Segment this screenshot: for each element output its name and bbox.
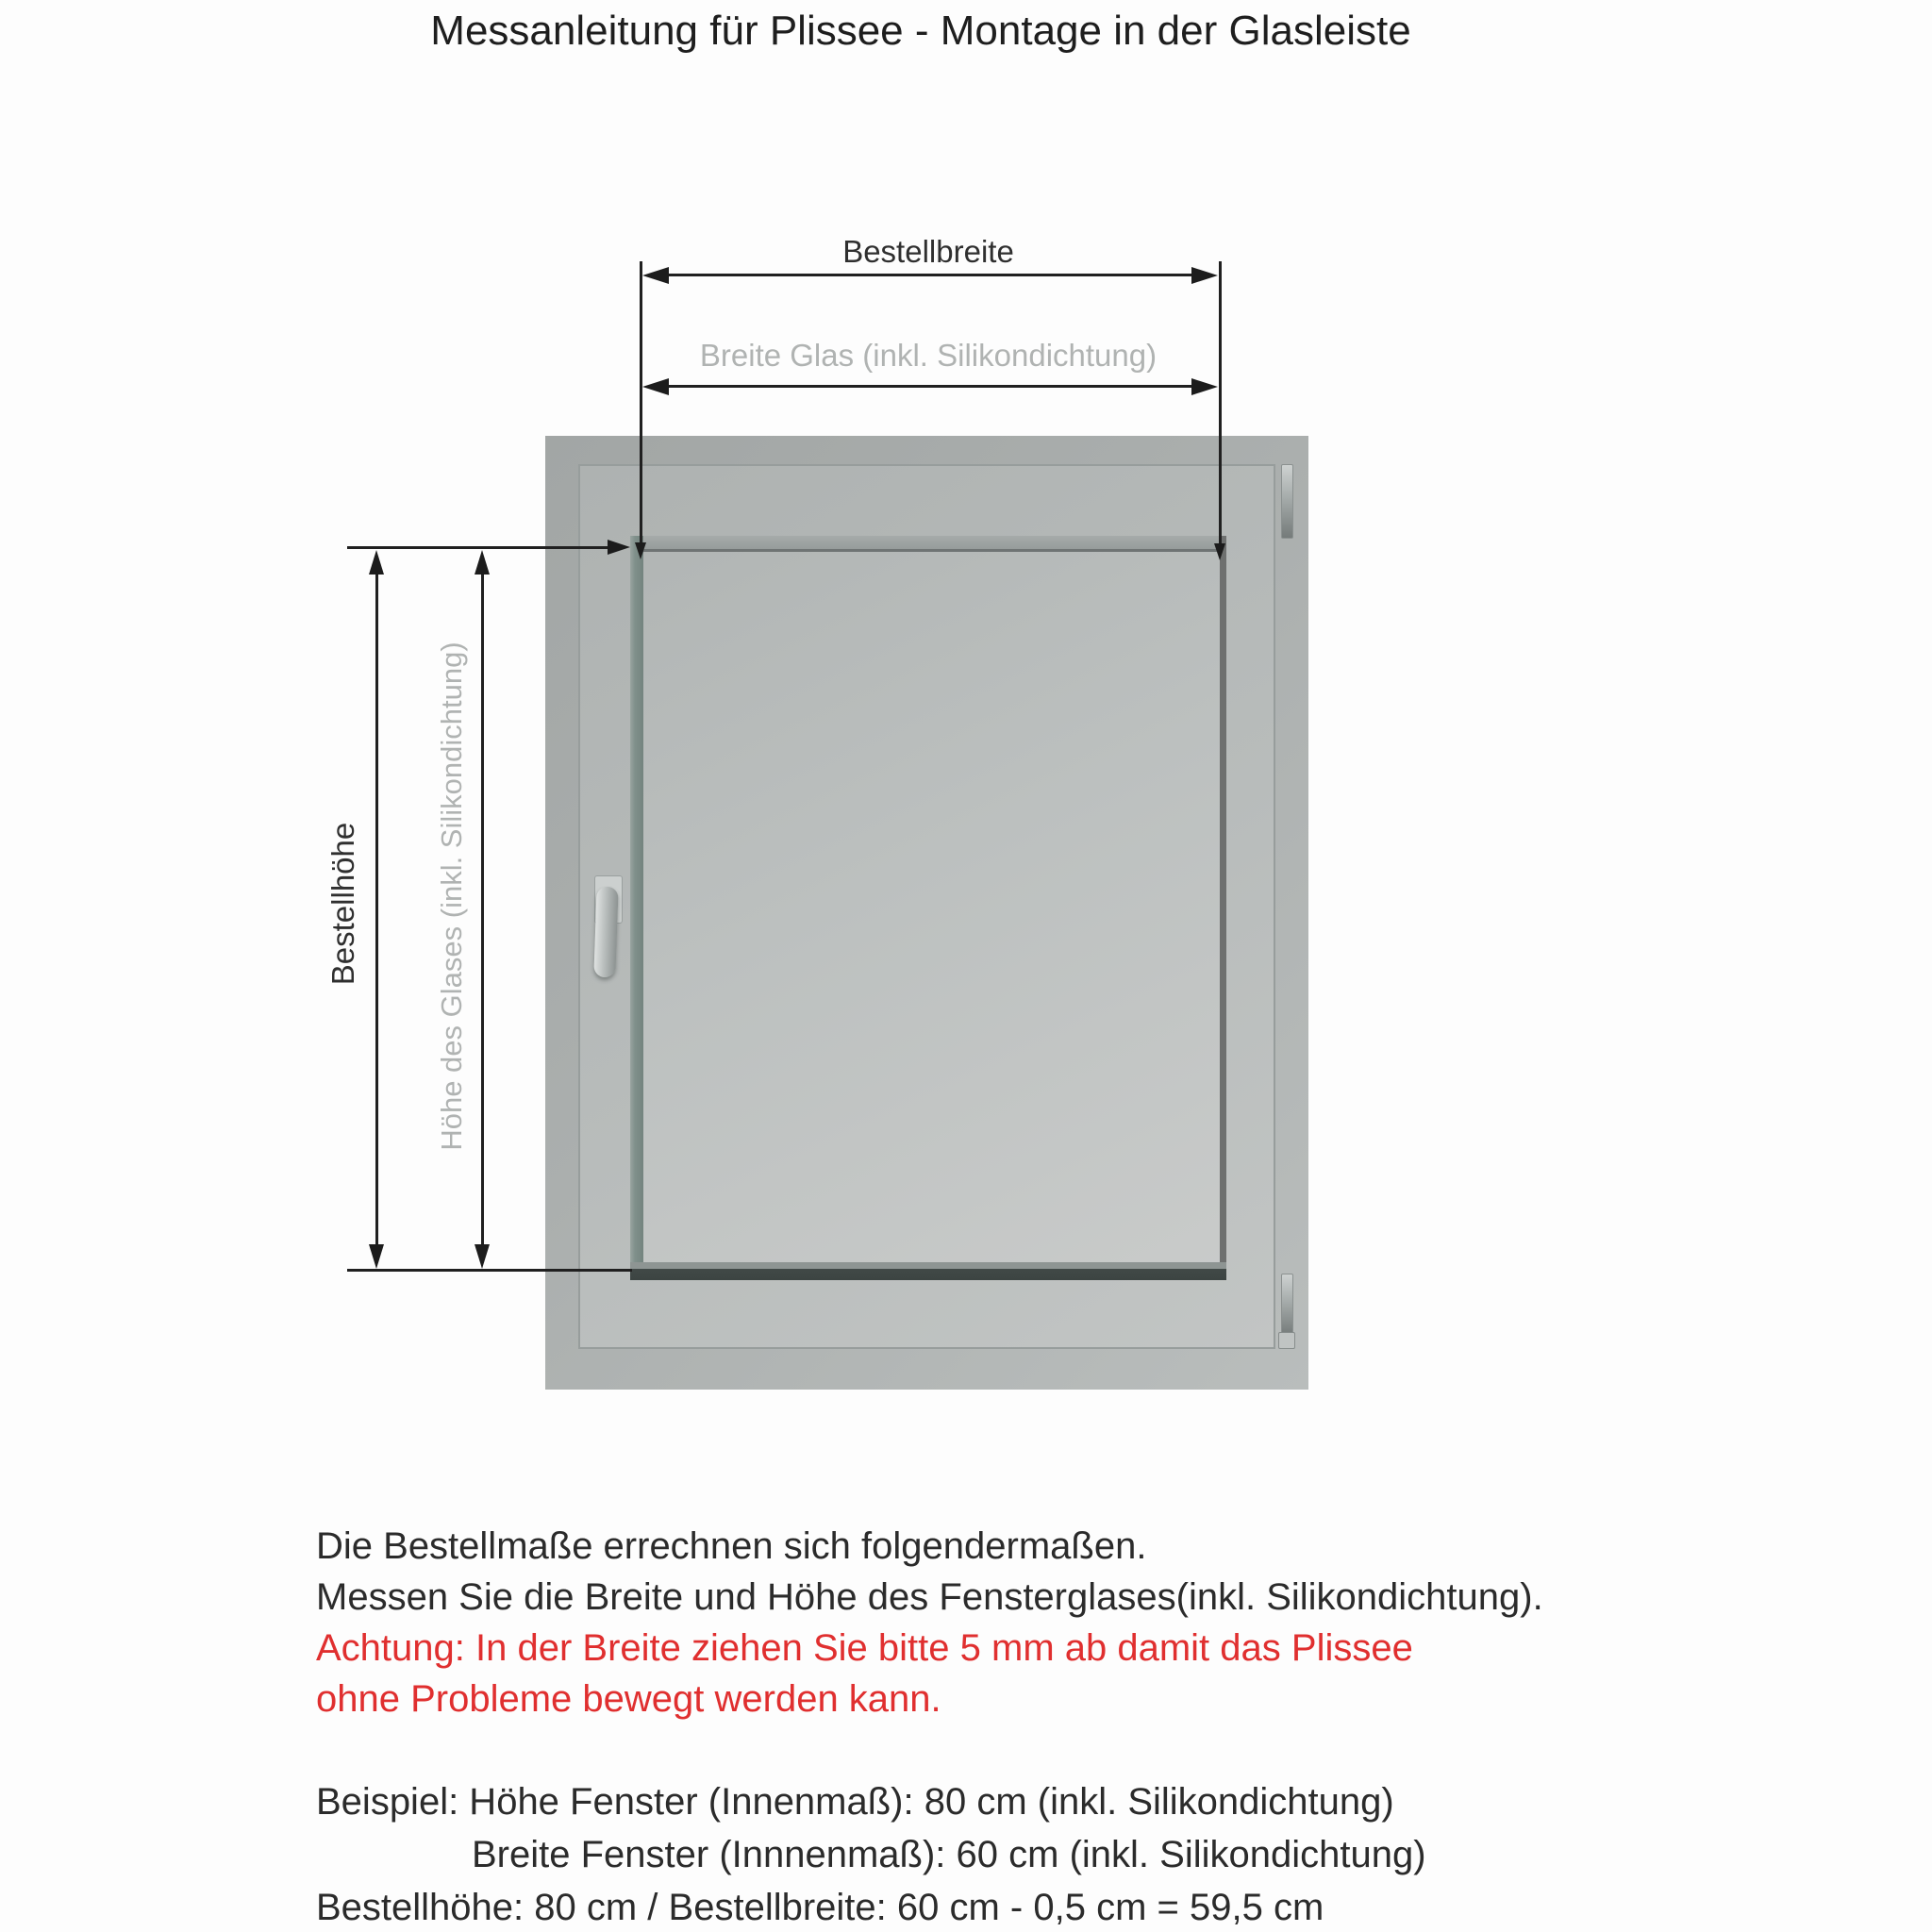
example-block [316, 1775, 1426, 1932]
glass-edge-right [1220, 536, 1226, 1280]
instruction-line: Die Bestellmaße errechnen sich folgendermaßen. [316, 1525, 1147, 1567]
dim-arrowhead-right-icon [608, 540, 630, 555]
dim-extension-line-left [640, 261, 642, 546]
dim-arrowhead-down-icon [635, 542, 646, 559]
hinge-bottom [1281, 1274, 1293, 1336]
dim-arrowhead-right-icon [1191, 267, 1218, 284]
label-bestellbreite: Bestellbreite [842, 234, 1014, 269]
example-line: Bestellhöhe: 80 cm / Bestellbreite: 60 cm - 0,5 cm = 59,5 cm [316, 1887, 1324, 1928]
dim-line-bestellbreite [660, 274, 1200, 276]
window-frame [545, 436, 1308, 1390]
dim-line-bestellhoehe [375, 572, 378, 1247]
dim-arrowhead-left-icon [642, 267, 669, 284]
label-bestellhoehe: Bestellhöhe [325, 822, 360, 986]
example-line: Beispiel: Höhe Fenster (Innenmaß): 80 cm (inkl. Silikondichtung) [316, 1781, 1394, 1823]
dim-extension-line-top [347, 546, 609, 549]
dim-arrowhead-up-icon [475, 550, 490, 575]
hinge-top [1281, 464, 1293, 539]
hinge-pin [1278, 1332, 1295, 1349]
dim-arrowhead-down-icon [1214, 543, 1225, 560]
dim-arrowhead-right-icon [1191, 378, 1218, 395]
dim-line-breite-glas [660, 385, 1200, 388]
example-line: Breite Fenster (Innnenmaß): 60 cm (inkl. Silikondichtung) [472, 1834, 1426, 1875]
label-breite-glas: Breite Glas (inkl. Silikondichtung) [699, 338, 1158, 373]
glass-seal-left [630, 536, 643, 1280]
glass-bead-bottom [630, 1262, 1226, 1280]
window-glass [630, 536, 1226, 1280]
warning-line: ohne Probleme bewegt werden kann. [316, 1678, 941, 1720]
instruction-line: Messen Sie die Breite und Höhe des Fensterglases(inkl. Silikondichtung). [316, 1576, 1543, 1618]
glass-bead-top [630, 536, 1226, 552]
instructions-block [316, 1521, 1543, 1724]
dim-line-hoehe-glas [481, 572, 484, 1247]
dim-arrowhead-left-icon [642, 378, 669, 395]
warning-line: Achtung: In der Breite ziehen Sie bitte 5 mm ab damit das Plissee [316, 1627, 1413, 1669]
window-handle [593, 887, 618, 978]
page-title: Messanleitung für Plissee - Montage in der Glasleiste [430, 8, 1411, 54]
dim-extension-line-right [1219, 261, 1222, 546]
dim-arrowhead-down-icon [369, 1244, 384, 1269]
dim-extension-line-bottom [347, 1269, 632, 1272]
label-hoehe-glas: Höhe des Glases (inkl. Silikondichtung) [435, 641, 468, 1151]
dim-arrowhead-down-icon [475, 1244, 490, 1269]
dim-arrowhead-up-icon [369, 550, 384, 575]
